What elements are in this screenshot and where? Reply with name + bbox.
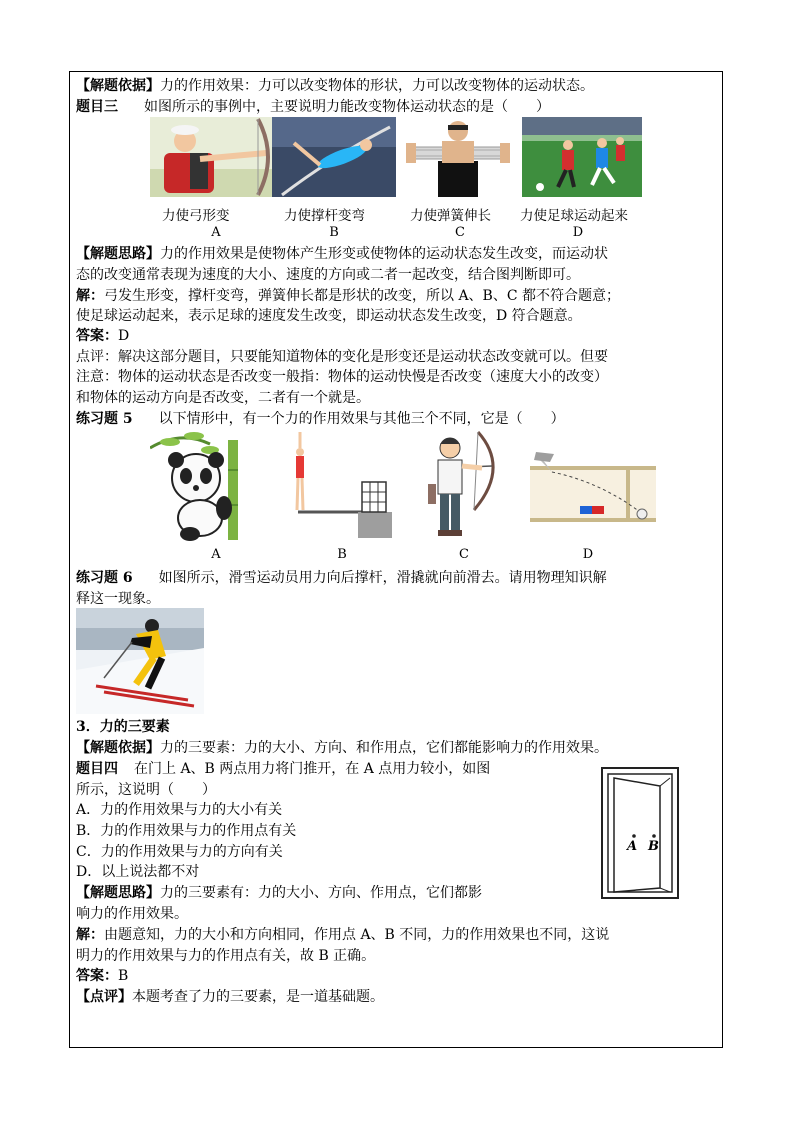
ex5-letter-c: C	[459, 547, 469, 562]
caption-d: 力使足球运动起来	[520, 208, 628, 224]
solution-line-1	[76, 286, 620, 306]
section-3-solution-line-2: 明力的作用效果与力的作用点有关，故 B 正确。	[76, 948, 376, 964]
section-3-answer	[76, 966, 128, 986]
magnet-ball-image	[530, 442, 656, 526]
idea-text-1: 力的作用效果是使物体产生形变或使物体的运动状态发生改变，而运动状	[160, 246, 608, 262]
comment-line-2: 注意：物体的运动状态是否改变一般指：物体的运动快慢是否改变（速度大小的改变）	[76, 369, 608, 385]
solution-text-1: 弓发生形变，撑杆变弯，弹簧伸长都是形状的改变，所以 A、B、C 都不符合题意；	[104, 288, 621, 304]
section-3-basis-text: 力的三要素：力的大小、方向、和作用点，它们都能影响力的作用效果。	[160, 740, 608, 756]
answer-tag: 答案：	[76, 328, 118, 344]
question-4	[76, 759, 490, 779]
ex5-letter-b: B	[337, 547, 347, 562]
door-label-b: B	[648, 839, 659, 854]
section-3-comment	[76, 987, 384, 1007]
option-letter-d: D	[572, 225, 584, 240]
panda-bamboo-image	[150, 430, 252, 542]
answer-value: D	[118, 328, 130, 344]
comment-line-1: 点评：解决这部分题目，只要能知道物体的变化是形变还是运动状态改变就可以。但要	[76, 349, 608, 365]
exercise-5-text: 以下情形中，有一个力的作用效果与其他三个不同，它是（ ）	[158, 411, 565, 427]
comment-line-3: 和物体的运动方向是否改变，二者有一个就是。	[76, 390, 370, 406]
section-3-idea	[76, 883, 482, 903]
question-3	[76, 97, 550, 117]
section-3-answer-value: B	[118, 968, 129, 984]
answer-line	[76, 326, 129, 346]
pole-vault-photo	[272, 117, 396, 197]
section-3-answer-tag: 答案：	[76, 968, 118, 984]
exercise-5	[76, 409, 565, 429]
solution-tag: 解：	[76, 288, 104, 304]
question-3-text: 如图所示的事例中，主要说明力能改变物体运动状态的是（ ）	[144, 99, 550, 115]
section-3-solution-text-1: 由题意知，力的大小和方向相同，作用点 A、B 不同，力的作用效果也不同，这说	[104, 927, 610, 943]
option-letter-b: B	[329, 225, 339, 240]
caption-c: 力使弹簧伸长	[410, 208, 491, 224]
ex5-letter-d: D	[582, 547, 594, 562]
section-3-solution-tag: 解：	[76, 927, 104, 943]
skier-photo	[76, 608, 204, 714]
question-4-line-2: 所示，这说明（ ）	[76, 782, 216, 798]
spring-expander-photo	[404, 117, 512, 197]
exercise-6-tag: 练习题 6	[76, 570, 133, 586]
exercise-6-line-2: 释这一现象。	[76, 591, 160, 607]
option-c: C．力的作用效果与力的方向有关	[76, 844, 283, 860]
door-label-a: A	[627, 839, 638, 854]
section-3-basis	[76, 738, 608, 758]
section-3-comment-tag: 【点评】	[76, 989, 132, 1005]
caption-b: 力使撑杆变弯	[284, 208, 365, 224]
idea-tag: 【解题思路】	[76, 246, 160, 262]
option-letter-a: A	[211, 225, 221, 240]
option-a: A．力的作用效果与力的大小有关	[76, 802, 283, 818]
basis-text: 力的作用效果：力可以改变物体的形状，力可以改变物体的运动状态。	[160, 78, 594, 94]
section-3-idea-line-2: 响力的作用效果。	[76, 906, 188, 922]
solution-line-2: 使足球运动起来，表示足球的速度发生改变，即运动状态发生改变，D 符合题意。	[76, 308, 582, 324]
idea-line-1	[76, 244, 608, 264]
question-3-tag: 题目三	[76, 99, 118, 115]
door-figure	[600, 766, 680, 900]
option-b: B．力的作用效果与力的作用点有关	[76, 823, 297, 839]
option-letter-c: C	[455, 225, 465, 240]
section-3-solution	[76, 925, 609, 945]
caption-a: 力使弓形变	[162, 208, 230, 224]
section-3-idea-tag: 【解题思路】	[76, 885, 160, 901]
archer-photo	[150, 117, 272, 197]
idea-line-2: 态的改变通常表现为速度的大小、速度的方向或二者一起改变，结合图判断即可。	[76, 267, 580, 283]
exercise-6	[76, 568, 607, 588]
exercise-5-tag: 练习题 5	[76, 411, 133, 427]
archer-cartoon-image	[422, 428, 502, 540]
exercise-6-text-1: 如图所示，滑雪运动员用力向后撑杆，滑撬就向前滑去。请用物理知识解	[158, 570, 607, 586]
diving-board-image	[290, 430, 392, 540]
section-3-heading: 3．力的三要素	[76, 719, 170, 735]
question-4-tag: 题目四	[76, 761, 118, 777]
section-3-basis-tag: 【解题依据】	[76, 740, 160, 756]
section-3-comment-text: 本题考查了力的三要素，是一道基础题。	[132, 989, 384, 1005]
basis-line	[76, 76, 594, 96]
section-3-idea-text-1: 力的三要素有：力的大小、方向、作用点，它们都影	[160, 885, 482, 901]
question-4-text-1: 在门上 A、B 两点用力将门推开，在 A 点用力较小，如图	[134, 761, 491, 777]
basis-tag: 【解题依据】	[76, 78, 160, 94]
ex5-letter-a: A	[211, 547, 221, 562]
option-d: D．以上说法都不对	[76, 864, 200, 880]
football-photo	[522, 117, 642, 197]
